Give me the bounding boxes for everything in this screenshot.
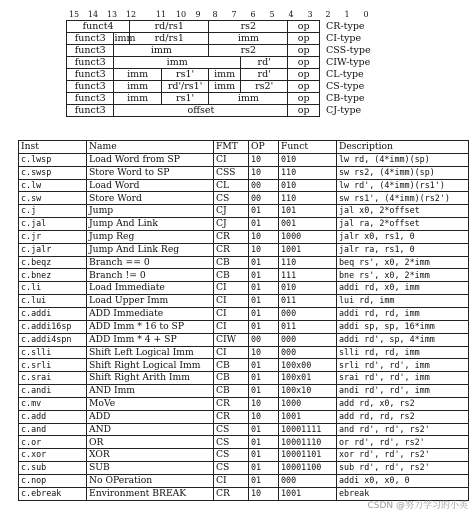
inst-cell: c.or — [19, 436, 87, 449]
field-op: op — [288, 45, 320, 57]
bit-label: 12 — [125, 10, 137, 19]
op-cell: 00 — [249, 333, 279, 346]
fmt-cell: CI — [214, 282, 249, 295]
bit-label: 2 — [325, 10, 331, 19]
field-op: op — [288, 33, 320, 45]
name-cell: Load Immediate — [87, 282, 214, 295]
funct-cell: 000 — [279, 474, 337, 487]
inst-cell: c.sub — [19, 462, 87, 475]
name-cell: Jump And Link Reg — [87, 243, 214, 256]
funct-cell: 110 — [279, 256, 337, 269]
inst-cell: c.srli — [19, 359, 87, 372]
op-cell: 01 — [249, 449, 279, 462]
fmt-cell: CR — [214, 487, 249, 500]
format-type-label: CS-type — [326, 81, 365, 92]
fmt-cell: CSS — [214, 166, 249, 179]
name-cell: MoVe — [87, 397, 214, 410]
field-rd-rs1: rd/rs1 — [130, 33, 209, 45]
description-cell: srai rd', rd', imm — [337, 372, 469, 385]
field-rd-rs1: rd/rs1 — [130, 21, 209, 33]
op-cell: 01 — [249, 307, 279, 320]
fmt-cell: CIW — [214, 333, 249, 346]
format-type-label: CIW-type — [326, 57, 371, 68]
table-row — [19, 385, 469, 398]
format-type-label: CR-type — [326, 21, 365, 32]
inst-cell: c.li — [19, 282, 87, 295]
funct-cell: 1000 — [279, 230, 337, 243]
inst-cell: c.lw — [19, 179, 87, 192]
description-cell: jalr ra, rs1, 0 — [337, 243, 469, 256]
field-op: op — [288, 57, 320, 69]
inst-cell: c.sw — [19, 192, 87, 205]
op-cell: 10 — [249, 487, 279, 500]
field-funct3: funct3 — [67, 45, 114, 57]
field-imm: imm — [114, 33, 136, 44]
op-cell: 01 — [249, 474, 279, 487]
bit-label: 8 — [212, 10, 218, 19]
funct-cell: 000 — [279, 333, 337, 346]
description-cell: and rd', rd', rs2' — [337, 423, 469, 436]
table-row — [19, 295, 469, 308]
funct-cell: 100x01 — [279, 372, 337, 385]
description-cell: addi rd, rd, imm — [337, 307, 469, 320]
fmt-cell: CS — [214, 192, 249, 205]
op-cell: 01 — [249, 423, 279, 436]
fmt-cell: CJ — [214, 218, 249, 231]
table-row — [19, 307, 469, 320]
inst-cell: c.add — [19, 410, 87, 423]
name-cell: Branch != 0 — [87, 269, 214, 282]
column-header-funct: Funct — [279, 141, 337, 154]
format-type-label: CSS-type — [326, 45, 371, 56]
description-cell: addi rd', sp, 4*imm — [337, 333, 469, 346]
inst-cell: c.addi4spn — [19, 333, 87, 346]
description-cell: lw rd, (4*imm)(sp) — [337, 153, 469, 166]
fmt-cell: CL — [214, 179, 249, 192]
fmt-cell: CR — [214, 230, 249, 243]
field-imm: imm — [114, 45, 209, 57]
funct-cell: 000 — [279, 346, 337, 359]
op-cell: 10 — [249, 153, 279, 166]
inst-cell: c.jalr — [19, 243, 87, 256]
table-row — [19, 218, 469, 231]
bit-label: 10 — [175, 10, 187, 19]
field-funct3: funct3 — [67, 33, 114, 45]
fmt-cell: CR — [214, 243, 249, 256]
inst-cell: c.addi — [19, 307, 87, 320]
description-cell: addi rd, x0, imm — [337, 282, 469, 295]
format-type-label: CJ-type — [326, 105, 362, 116]
name-cell: Load Word from SP — [87, 153, 214, 166]
bit-label: 4 — [288, 10, 294, 19]
inst-cell: c.andi — [19, 385, 87, 398]
inst-cell: c.addi16sp — [19, 320, 87, 333]
table-row — [19, 192, 469, 205]
bit-label: 1 — [344, 10, 350, 19]
field-op: op — [288, 81, 320, 93]
funct-cell: 1001 — [279, 487, 337, 500]
description-cell: jalr x0, rs1, 0 — [337, 230, 469, 243]
inst-cell: c.xor — [19, 449, 87, 462]
fmt-cell: CR — [214, 410, 249, 423]
field-imm: imm — [209, 69, 241, 81]
description-cell: srli rd', rd', imm — [337, 359, 469, 372]
watermark: CSDN @努力学习的小英 — [367, 501, 468, 511]
format-row-cj — [67, 105, 372, 117]
table-row — [19, 436, 469, 449]
format-row-cb — [67, 93, 372, 105]
inst-cell: c.and — [19, 423, 87, 436]
instruction-table — [18, 140, 469, 501]
name-cell: Jump — [87, 205, 214, 218]
inst-cell: c.lui — [19, 295, 87, 308]
op-cell: 01 — [249, 282, 279, 295]
table-row — [19, 256, 469, 269]
name-cell: Shift Left Logical Imm — [87, 346, 214, 359]
op-cell: 01 — [249, 320, 279, 333]
inst-cell: c.jr — [19, 230, 87, 243]
column-header-fmt: FMT — [214, 141, 249, 154]
name-cell: ADD — [87, 410, 214, 423]
name-cell: Branch == 0 — [87, 256, 214, 269]
field-imm: imm — [114, 69, 161, 81]
table-row — [19, 320, 469, 333]
table-row — [19, 269, 469, 282]
inst-cell: c.ebreak — [19, 487, 87, 500]
bit-label: 0 — [363, 10, 369, 19]
name-cell: ADD Immediate — [87, 307, 214, 320]
column-header-inst: Inst — [19, 141, 87, 154]
field-rs1-prime: rs1' — [161, 69, 208, 81]
description-cell: add rd, rd, rs2 — [337, 410, 469, 423]
field-rd-rs1-prime: rd'/rs1' — [161, 81, 208, 93]
funct-cell: 1001 — [279, 243, 337, 256]
field-rs2: rs2 — [209, 21, 288, 33]
op-cell: 01 — [249, 436, 279, 449]
field-rd-prime: rd' — [240, 69, 287, 81]
inst-cell: c.mv — [19, 397, 87, 410]
inst-cell: c.j — [19, 205, 87, 218]
field-imm: imm — [209, 93, 288, 105]
description-cell: sw rs1', (4*imm)(rs2') — [337, 192, 469, 205]
table-row — [19, 372, 469, 385]
description-cell: addi sp, sp, 16*imm — [337, 320, 469, 333]
name-cell: Store Word to SP — [87, 166, 214, 179]
funct-cell: 111 — [279, 269, 337, 282]
name-cell: Store Word — [87, 192, 214, 205]
bit-label: 5 — [269, 10, 275, 19]
fmt-cell: CJ — [214, 205, 249, 218]
format-row-ciw — [67, 57, 372, 69]
field-funct3: funct3 — [67, 105, 114, 117]
format-type-label: CB-type — [326, 93, 365, 104]
inst-cell: c.nop — [19, 474, 87, 487]
name-cell: XOR — [87, 449, 214, 462]
op-cell: 01 — [249, 256, 279, 269]
column-header-name: Name — [87, 141, 214, 154]
fmt-cell: CI — [214, 474, 249, 487]
inst-cell: c.beqz — [19, 256, 87, 269]
fmt-cell: CB — [214, 359, 249, 372]
table-row — [19, 462, 469, 475]
field-op: op — [288, 21, 320, 33]
description-cell: or rd', rd', rs2' — [337, 436, 469, 449]
format-row-cl — [67, 69, 372, 81]
name-cell: Load Upper Imm — [87, 295, 214, 308]
inst-cell: c.jal — [19, 218, 87, 231]
funct-cell: 110 — [279, 166, 337, 179]
table-row — [19, 474, 469, 487]
funct-cell: 100x00 — [279, 359, 337, 372]
description-cell: sw rs2, (4*imm)(sp) — [337, 166, 469, 179]
inst-cell: c.lwsp — [19, 153, 87, 166]
name-cell: AND Imm — [87, 385, 214, 398]
name-cell: Shift Right Logical Imm — [87, 359, 214, 372]
table-row — [19, 397, 469, 410]
fmt-cell: CB — [214, 256, 249, 269]
description-cell: slli rd, rd, imm — [337, 346, 469, 359]
op-cell: 10 — [249, 230, 279, 243]
field-imm: imm — [209, 33, 288, 45]
format-table — [66, 20, 372, 117]
funct-cell: 010 — [279, 153, 337, 166]
bit-position-labels — [66, 10, 372, 20]
field-imm: imm — [209, 81, 241, 93]
inst-cell: c.swsp — [19, 166, 87, 179]
funct-cell: 000 — [279, 307, 337, 320]
name-cell: Jump And Link — [87, 218, 214, 231]
instruction-table-body — [19, 153, 469, 500]
table-row — [19, 449, 469, 462]
fmt-cell: CI — [214, 153, 249, 166]
bit-label: 6 — [250, 10, 256, 19]
fmt-cell: CI — [214, 320, 249, 333]
field-rs2-prime: rs2' — [240, 81, 287, 93]
funct-cell: 011 — [279, 295, 337, 308]
funct-cell: 010 — [279, 179, 337, 192]
table-header-row — [19, 141, 469, 154]
name-cell: AND — [87, 423, 214, 436]
fmt-cell: CI — [214, 295, 249, 308]
field-op: op — [288, 93, 320, 105]
table-row — [19, 282, 469, 295]
table-row — [19, 333, 469, 346]
table-row — [19, 243, 469, 256]
funct-cell: 110 — [279, 192, 337, 205]
name-cell: SUB — [87, 462, 214, 475]
fmt-cell: CS — [214, 423, 249, 436]
op-cell: 10 — [249, 243, 279, 256]
description-cell: jal x0, 2*offset — [337, 205, 469, 218]
op-cell: 01 — [249, 359, 279, 372]
op-cell: 01 — [249, 372, 279, 385]
inst-cell: c.slli — [19, 346, 87, 359]
op-cell: 00 — [249, 192, 279, 205]
fmt-cell: CI — [214, 307, 249, 320]
fmt-cell: CB — [214, 269, 249, 282]
description-cell: ebreak — [337, 487, 469, 500]
field-imm: imm — [114, 57, 241, 69]
bit-label: 15 — [68, 10, 80, 19]
funct-cell: 101 — [279, 205, 337, 218]
field-op: op — [288, 105, 320, 117]
op-cell: 01 — [249, 462, 279, 475]
name-cell: ADD Imm * 4 + SP — [87, 333, 214, 346]
op-cell: 01 — [249, 295, 279, 308]
funct-cell: 10001110 — [279, 436, 337, 449]
table-row — [19, 359, 469, 372]
funct-cell: 001 — [279, 218, 337, 231]
table-row — [19, 230, 469, 243]
description-cell: lui rd, imm — [337, 295, 469, 308]
description-cell: beq rs', x0, 2*imm — [337, 256, 469, 269]
name-cell: Jump Reg — [87, 230, 214, 243]
table-row — [19, 423, 469, 436]
field-funct3: funct3 — [67, 93, 114, 105]
format-row-css — [67, 45, 372, 57]
field-funct4: funct4 — [67, 21, 130, 33]
op-cell: 10 — [249, 166, 279, 179]
funct-cell: 1000 — [279, 397, 337, 410]
name-cell: ADD Imm * 16 to SP — [87, 320, 214, 333]
description-cell: sub rd', rd', rs2' — [337, 462, 469, 475]
field-funct3: funct3 — [67, 81, 114, 93]
field-imm: imm — [114, 81, 161, 93]
op-cell: 10 — [249, 397, 279, 410]
fmt-cell: CS — [214, 436, 249, 449]
fmt-cell: CB — [214, 385, 249, 398]
funct-cell: 10001100 — [279, 462, 337, 475]
bit-label: 7 — [231, 10, 237, 19]
bit-label: 13 — [106, 10, 118, 19]
bit-label: 9 — [195, 10, 201, 19]
format-row-ci — [67, 33, 372, 45]
funct-cell: 10001111 — [279, 423, 337, 436]
field-op: op — [288, 69, 320, 81]
funct-cell: 10001101 — [279, 449, 337, 462]
inst-cell: c.srai — [19, 372, 87, 385]
op-cell: 01 — [249, 218, 279, 231]
funct-cell: 010 — [279, 282, 337, 295]
op-cell: 00 — [249, 179, 279, 192]
funct-cell: 1001 — [279, 410, 337, 423]
funct-cell: 011 — [279, 320, 337, 333]
fmt-cell: CR — [214, 397, 249, 410]
format-type-label: CL-type — [326, 69, 364, 80]
description-cell: jal ra, 2*offset — [337, 218, 469, 231]
table-row — [19, 179, 469, 192]
op-cell: 01 — [249, 385, 279, 398]
op-cell: 10 — [249, 410, 279, 423]
table-row — [19, 346, 469, 359]
field-imm: imm — [114, 93, 161, 105]
column-header-description: Description — [337, 141, 469, 154]
fmt-cell: CS — [214, 462, 249, 475]
field-funct3: funct3 — [67, 69, 114, 81]
field-rs1-prime: rs1' — [161, 93, 208, 105]
name-cell: No OPeration — [87, 474, 214, 487]
format-row-cs — [67, 81, 372, 93]
bit-label: 3 — [307, 10, 313, 19]
fmt-cell: CB — [214, 372, 249, 385]
name-cell: Load Word — [87, 179, 214, 192]
field-offset: offset — [114, 105, 288, 117]
description-cell: lw rd', (4*imm)(rs1') — [337, 179, 469, 192]
bit-label: 11 — [155, 10, 167, 19]
name-cell: Environment BREAK — [87, 487, 214, 500]
bit-label: 14 — [87, 10, 99, 19]
op-cell: 01 — [249, 205, 279, 218]
description-cell: addi x0, x0, 0 — [337, 474, 469, 487]
description-cell: andi rd', rd', imm — [337, 385, 469, 398]
table-row — [19, 410, 469, 423]
format-row-cr — [67, 21, 372, 33]
fmt-cell: CS — [214, 449, 249, 462]
description-cell: bne rs', x0, 2*imm — [337, 269, 469, 282]
op-cell: 01 — [249, 269, 279, 282]
name-cell: OR — [87, 436, 214, 449]
field-rd-prime: rd' — [240, 57, 287, 69]
format-type-label: CI-type — [326, 33, 362, 44]
name-cell: Shift Right Arith Imm — [87, 372, 214, 385]
description-cell: xor rd', rd', rs2' — [337, 449, 469, 462]
table-row — [19, 153, 469, 166]
funct-cell: 100x10 — [279, 385, 337, 398]
table-row — [19, 205, 469, 218]
op-cell: 10 — [249, 346, 279, 359]
field-rs2: rs2 — [209, 45, 288, 57]
table-row — [19, 166, 469, 179]
inst-cell: c.bnez — [19, 269, 87, 282]
column-header-op: OP — [249, 141, 279, 154]
field-funct3: funct3 — [67, 57, 114, 69]
description-cell: add rd, x0, rs2 — [337, 397, 469, 410]
fmt-cell: CI — [214, 346, 249, 359]
